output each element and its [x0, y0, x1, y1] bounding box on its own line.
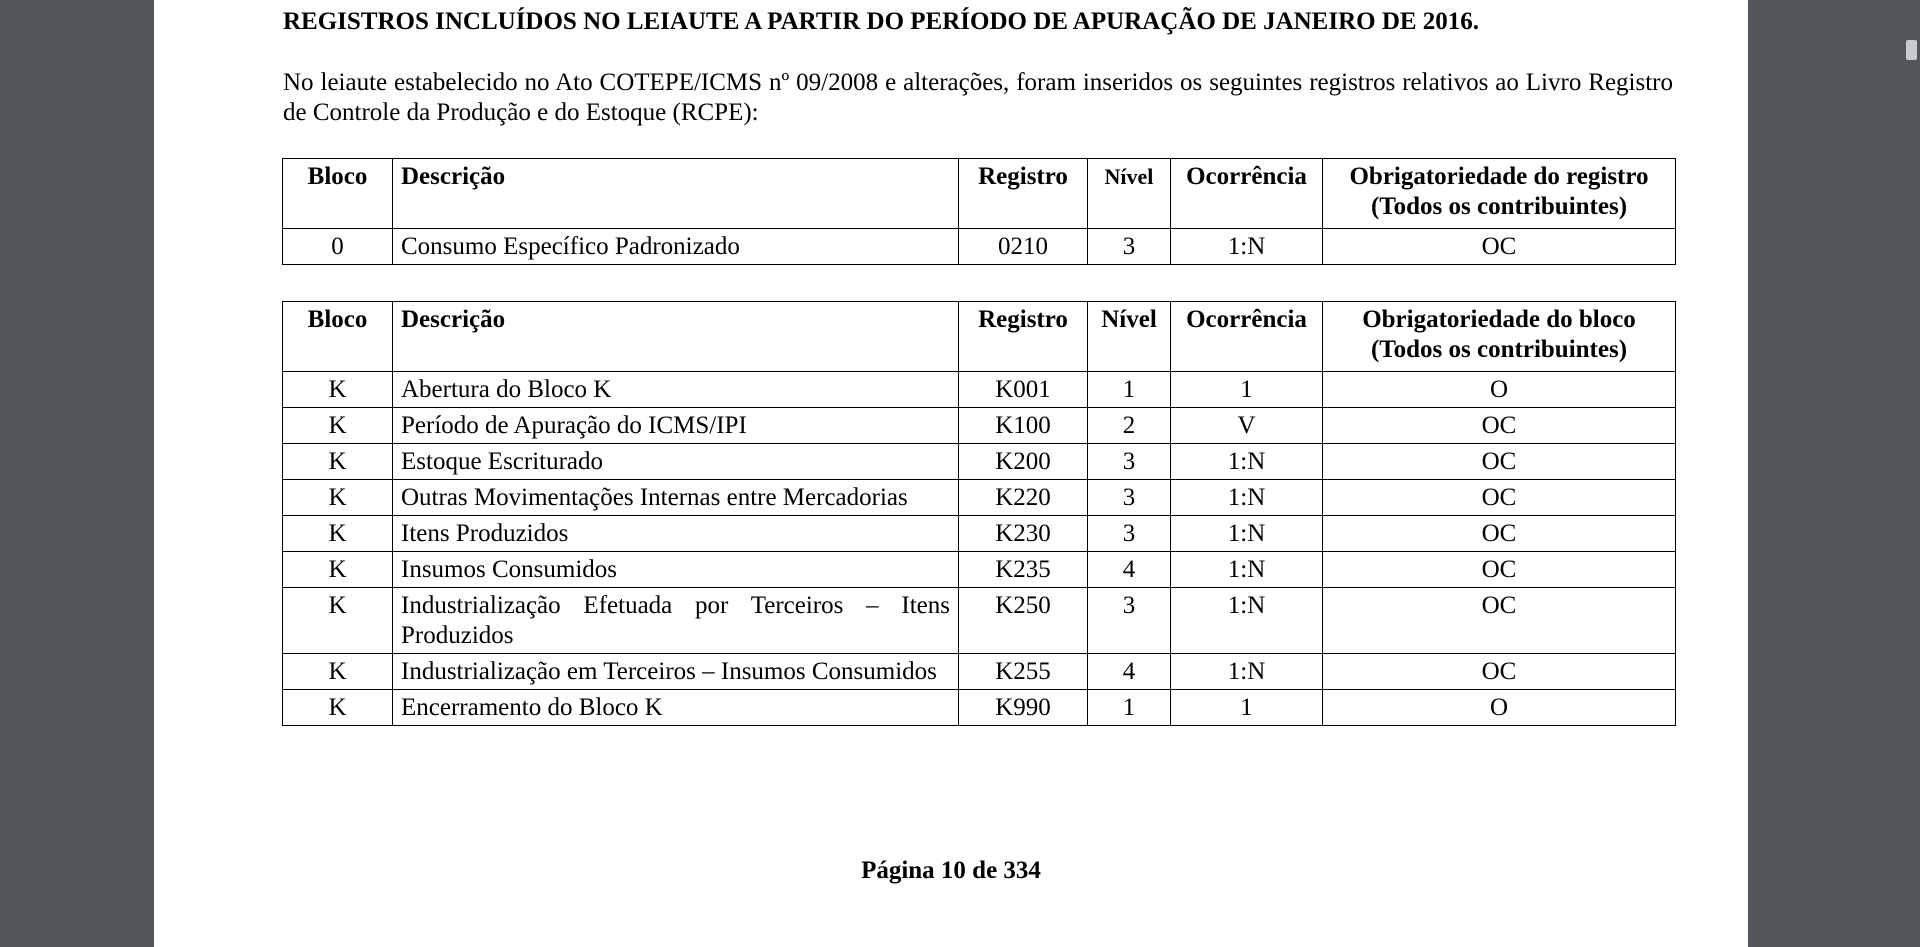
cell-bloco: K	[283, 480, 393, 516]
header-nivel: Nível	[1088, 159, 1171, 229]
header-registro: Registro	[959, 159, 1088, 229]
header-obrigatoriedade-line1: Obrigatoriedade do registro	[1349, 163, 1649, 190]
header-nivel: Nível	[1088, 302, 1171, 372]
cell-descricao: Industrialização Efetuada por Terceiros – Itens Produzidos	[393, 588, 959, 654]
cell-nivel: 3	[1088, 480, 1171, 516]
cell-descricao: Industrialização em Terceiros – Insumos Consumidos	[393, 654, 959, 690]
table-header-row	[283, 302, 1676, 372]
header-obrigatoriedade	[1323, 159, 1676, 229]
header-descricao: Descrição	[393, 159, 959, 229]
cell-descricao: Abertura do Bloco K	[393, 372, 959, 408]
bloco-k-table	[282, 301, 1676, 726]
registro-table	[282, 158, 1676, 265]
header-obrigatoriedade-line2: (Todos os contribuintes)	[1370, 193, 1628, 220]
cell-registro: K235	[959, 552, 1088, 588]
header-obrigatoriedade-line2: (Todos os contribuintes)	[1370, 336, 1628, 363]
scrollbar-thumb[interactable]	[1906, 40, 1917, 60]
cell-registro: K250	[959, 588, 1088, 654]
cell-ocorrencia: 1:N	[1171, 444, 1323, 480]
cell-registro: K220	[959, 480, 1088, 516]
table-row	[283, 588, 1676, 654]
table-row	[283, 372, 1676, 408]
cell-descricao: Outras Movimentações Internas entre Mercadorias	[393, 480, 959, 516]
header-ocorrencia: Ocorrência	[1171, 159, 1323, 229]
cell-ocorrencia: V	[1171, 408, 1323, 444]
cell-nivel: 3	[1088, 516, 1171, 552]
table-row	[283, 229, 1676, 265]
cell-obrigatoriedade: OC	[1323, 654, 1676, 690]
cell-bloco: K	[283, 516, 393, 552]
cell-registro: K001	[959, 372, 1088, 408]
header-bloco: Bloco	[283, 302, 393, 372]
header-registro: Registro	[959, 302, 1088, 372]
cell-ocorrencia: 1:N	[1171, 229, 1323, 265]
cell-bloco: K	[283, 588, 393, 654]
cell-ocorrencia: 1:N	[1171, 480, 1323, 516]
cell-registro: K230	[959, 516, 1088, 552]
cell-registro: K100	[959, 408, 1088, 444]
cell-ocorrencia: 1	[1171, 372, 1323, 408]
cell-obrigatoriedade: OC	[1323, 588, 1676, 654]
section-heading: REGISTROS INCLUÍDOS NO LEIAUTE A PARTIR DO PERÍODO DE APURAÇÃO DE JANEIRO DE 2016.	[283, 8, 1480, 35]
cell-nivel: 4	[1088, 552, 1171, 588]
table-row	[283, 444, 1676, 480]
cell-obrigatoriedade: OC	[1323, 444, 1676, 480]
cell-bloco: K	[283, 372, 393, 408]
header-descricao: Descrição	[393, 302, 959, 372]
cell-ocorrencia: 1:N	[1171, 654, 1323, 690]
cell-registro: K200	[959, 444, 1088, 480]
cell-descricao: Período de Apuração do ICMS/IPI	[393, 408, 959, 444]
vertical-scrollbar[interactable]	[1903, 0, 1920, 947]
page-number: Página 10 de 334	[861, 857, 1041, 884]
cell-descricao: Insumos Consumidos	[393, 552, 959, 588]
table-row	[283, 690, 1676, 726]
cell-registro: 0210	[959, 229, 1088, 265]
cell-bloco: K	[283, 552, 393, 588]
header-obrigatoriedade-line1: Obrigatoriedade do bloco	[1362, 306, 1636, 333]
cell-bloco: 0	[283, 229, 393, 265]
cell-nivel: 1	[1088, 372, 1171, 408]
cell-obrigatoriedade: OC	[1323, 408, 1676, 444]
cell-ocorrencia: 1	[1171, 690, 1323, 726]
cell-ocorrencia: 1:N	[1171, 552, 1323, 588]
header-ocorrencia: Ocorrência	[1171, 302, 1323, 372]
document-page	[154, 0, 1748, 947]
table-row	[283, 552, 1676, 588]
cell-nivel: 2	[1088, 408, 1171, 444]
header-obrigatoriedade	[1323, 302, 1676, 372]
cell-nivel: 1	[1088, 690, 1171, 726]
cell-descricao: Itens Produzidos	[393, 516, 959, 552]
cell-obrigatoriedade: O	[1323, 690, 1676, 726]
cell-obrigatoriedade: OC	[1323, 229, 1676, 265]
cell-ocorrencia: 1:N	[1171, 516, 1323, 552]
intro-paragraph: No leiaute estabelecido no Ato COTEPE/ICMS nº 09/2008 e alterações, foram inseridos os seguintes registros relativos ao Livro Registro de Controle da Produção e do Estoque (RCPE):	[283, 69, 1673, 126]
table-row	[283, 408, 1676, 444]
cell-registro: K255	[959, 654, 1088, 690]
cell-bloco: K	[283, 444, 393, 480]
cell-descricao: Consumo Específico Padronizado	[393, 229, 959, 265]
cell-nivel: 4	[1088, 654, 1171, 690]
cell-ocorrencia: 1:N	[1171, 588, 1323, 654]
cell-obrigatoriedade: OC	[1323, 480, 1676, 516]
cell-bloco: K	[283, 690, 393, 726]
cell-nivel: 3	[1088, 588, 1171, 654]
cell-descricao: Encerramento do Bloco K	[393, 690, 959, 726]
cell-nivel: 3	[1088, 229, 1171, 265]
table-row	[283, 654, 1676, 690]
cell-bloco: K	[283, 654, 393, 690]
table-header-row	[283, 159, 1676, 229]
table-row	[283, 480, 1676, 516]
table-row	[283, 516, 1676, 552]
cell-registro: K990	[959, 690, 1088, 726]
cell-obrigatoriedade: O	[1323, 372, 1676, 408]
cell-descricao: Estoque Escriturado	[393, 444, 959, 480]
header-bloco: Bloco	[283, 159, 393, 229]
cell-obrigatoriedade: OC	[1323, 516, 1676, 552]
cell-nivel: 3	[1088, 444, 1171, 480]
cell-obrigatoriedade: OC	[1323, 552, 1676, 588]
cell-bloco: K	[283, 408, 393, 444]
